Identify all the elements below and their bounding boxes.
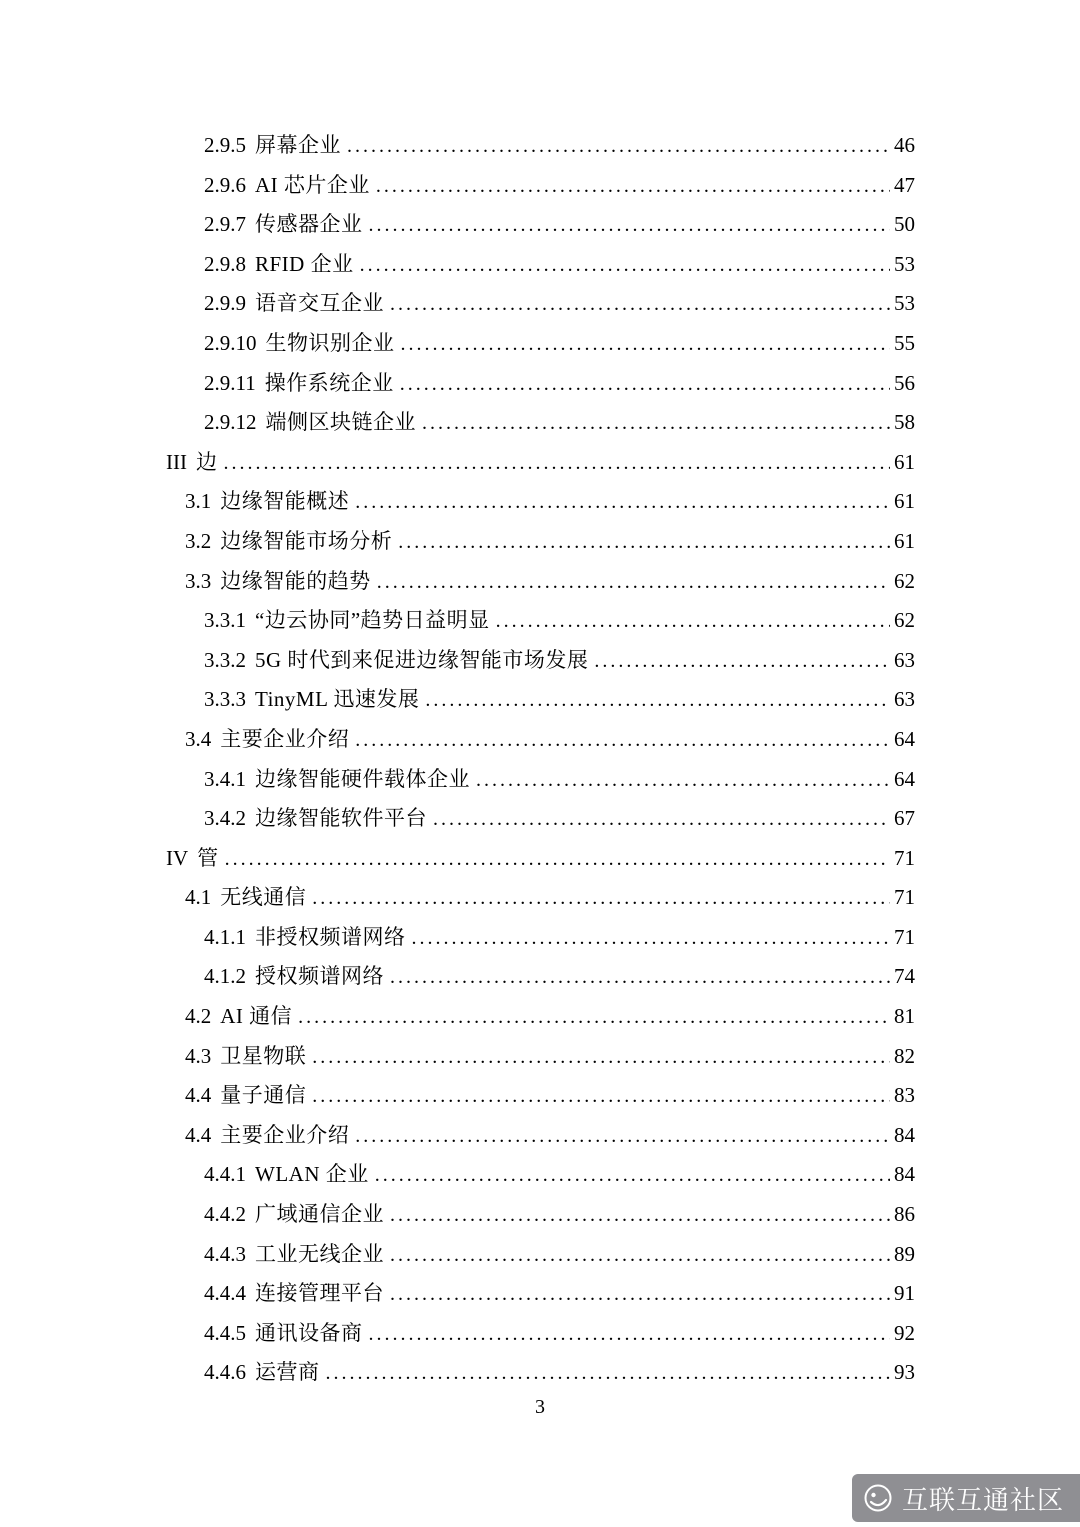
toc-entry-title: 管 xyxy=(197,845,219,870)
toc-entry-title: 授权频谱网络 xyxy=(255,964,384,989)
toc-entry-title: 卫星物联 xyxy=(220,1043,307,1068)
toc-entry-title: 通讯设备商 xyxy=(255,1320,363,1345)
watermark-badge xyxy=(852,1474,1080,1522)
dot-leader xyxy=(360,245,890,286)
toc-entry-title: 操作系统企业 xyxy=(264,370,394,395)
toc-entry-page: 81 xyxy=(894,1004,915,1029)
dot-leader xyxy=(400,364,890,405)
toc-entry-page: 53 xyxy=(894,291,915,316)
toc-entry-title: 无线通信 xyxy=(220,885,307,910)
dot-leader xyxy=(422,403,890,444)
dot-leader xyxy=(376,166,890,207)
toc-entry-number: 4.4.5 xyxy=(204,1320,246,1345)
toc-entry-page: 61 xyxy=(894,489,915,514)
toc-entry-page: 84 xyxy=(894,1162,915,1187)
toc-entry-page: 64 xyxy=(894,766,915,791)
toc-entry-title: 语音交互企业 xyxy=(255,291,384,316)
toc-entry xyxy=(166,482,915,522)
toc-entry-title: 边缘智能市场分析 xyxy=(220,528,393,553)
community-logo-icon xyxy=(862,1482,894,1514)
toc-entry-number: 3.4 xyxy=(185,726,212,751)
toc-entry-number: III xyxy=(166,449,187,474)
toc-entry-title: 传感器企业 xyxy=(255,212,363,237)
toc-entry-number: 3.4.2 xyxy=(204,806,246,831)
toc-entry xyxy=(166,1274,915,1314)
toc-entry-title: 边缘智能软件平台 xyxy=(255,806,427,831)
toc-entry-page: 46 xyxy=(894,133,915,157)
toc-entry-page: 92 xyxy=(894,1320,915,1345)
dot-leader xyxy=(326,1353,891,1394)
toc-entry-title: 主要企业介绍 xyxy=(220,726,350,751)
toc-entry-number: 2.9.5 xyxy=(204,133,246,157)
toc-entry-number: 2.9.7 xyxy=(204,212,246,237)
toc-entry xyxy=(166,1037,915,1077)
toc-entry xyxy=(166,1076,915,1116)
toc-entry-page: 82 xyxy=(894,1043,915,1068)
toc-entry-number: 3.2 xyxy=(185,528,212,553)
toc-entry-title: AI 通信 xyxy=(220,1004,293,1029)
toc-entry xyxy=(166,878,915,918)
toc-entry xyxy=(166,1314,915,1354)
dot-leader xyxy=(369,1314,891,1355)
toc-entry-number: 4.4.2 xyxy=(204,1202,246,1227)
dot-leader xyxy=(312,1037,890,1078)
table-of-contents xyxy=(166,126,915,1393)
toc-entry-page: 74 xyxy=(894,964,915,989)
toc-entry-page: 93 xyxy=(894,1360,915,1385)
toc-entry xyxy=(166,245,915,285)
toc-entry-number: 3.3.3 xyxy=(204,687,246,712)
toc-entry-title: 边缘智能硬件载体企业 xyxy=(255,766,470,791)
toc-entry-title: 连接管理平台 xyxy=(255,1281,384,1306)
toc-entry-title: 边 xyxy=(195,449,218,474)
dot-leader xyxy=(355,720,890,761)
dot-leader xyxy=(312,1076,890,1117)
dot-leader xyxy=(398,522,890,563)
toc-entry-title: 主要企业介绍 xyxy=(220,1122,350,1147)
toc-entry xyxy=(166,364,915,404)
toc-entry-number: IV xyxy=(166,845,189,870)
toc-entry-number: 4.2 xyxy=(185,1004,212,1029)
toc-entry-number: 2.9.10 xyxy=(204,330,257,355)
toc-entry-page: 55 xyxy=(894,330,915,355)
toc-entry-number: 4.1.2 xyxy=(204,964,246,989)
toc-entry-page: 56 xyxy=(894,370,915,395)
toc-entry-number: 4.4.6 xyxy=(204,1360,246,1385)
toc-entry xyxy=(166,166,915,206)
dot-leader xyxy=(355,482,890,523)
dot-leader xyxy=(347,126,890,167)
toc-entry-page: 53 xyxy=(894,251,915,276)
dot-leader xyxy=(401,324,891,365)
toc-entry-number: 2.9.8 xyxy=(204,251,246,276)
toc-entry xyxy=(166,957,915,997)
toc-entry-page: 71 xyxy=(894,924,915,949)
toc-entry-number: 3.3.2 xyxy=(204,647,246,672)
toc-entry-number: 3.4.1 xyxy=(204,766,246,791)
toc-entry-number: 3.3.1 xyxy=(204,608,246,633)
toc-entry-number: 2.9.6 xyxy=(204,172,246,197)
dot-leader xyxy=(390,284,890,325)
toc-entry-number: 2.9.12 xyxy=(204,410,257,435)
toc-entry-page: 61 xyxy=(894,449,915,474)
dot-leader xyxy=(390,1235,890,1276)
toc-entry xyxy=(166,1116,915,1156)
toc-entry xyxy=(166,1195,915,1235)
toc-entry-page: 84 xyxy=(894,1122,915,1147)
toc-entry-title: 生物识别企业 xyxy=(265,330,395,355)
toc-entry-number: 4.3 xyxy=(185,1043,212,1068)
dot-leader xyxy=(298,997,890,1038)
toc-entry-number: 4.4 xyxy=(185,1122,212,1147)
toc-entry xyxy=(166,205,915,245)
toc-entry xyxy=(166,403,915,443)
toc-entry-number: 4.1.1 xyxy=(204,924,246,949)
dot-leader xyxy=(425,680,890,721)
toc-entry-page: 63 xyxy=(894,647,915,672)
toc-entry-number: 4.4.3 xyxy=(204,1241,246,1266)
toc-entry-page: 47 xyxy=(894,172,915,197)
toc-entry-page: 61 xyxy=(894,528,915,553)
toc-entry xyxy=(166,1235,915,1275)
toc-entry-number: 3.1 xyxy=(185,489,212,514)
toc-entry-title: “边云协同”趋势日益明显 xyxy=(255,608,490,633)
dot-leader xyxy=(369,205,891,246)
dot-leader xyxy=(225,839,890,880)
toc-entry-page: 71 xyxy=(894,845,915,870)
toc-entry-number: 4.4.1 xyxy=(204,1162,246,1187)
toc-entry xyxy=(166,760,915,800)
dot-leader xyxy=(390,1195,890,1236)
toc-entry-title: RFID 企业 xyxy=(255,251,354,276)
toc-entry-title: WLAN 企业 xyxy=(255,1162,369,1187)
watermark-text: 互联互通社区 xyxy=(901,1484,1064,1515)
dot-leader xyxy=(390,957,890,998)
toc-entry xyxy=(166,562,915,602)
toc-entry-page: 62 xyxy=(894,568,915,593)
page-number: 3 xyxy=(535,1396,545,1418)
dot-leader xyxy=(594,641,890,682)
toc-entry-page: 91 xyxy=(894,1281,915,1306)
toc-entry-title: TinyML 迅速发展 xyxy=(255,687,420,712)
dot-leader xyxy=(375,1155,890,1196)
toc-entry-title: 5G 时代到来促进边缘智能市场发展 xyxy=(255,647,589,672)
toc-entry-page: 50 xyxy=(894,212,915,237)
toc-entry-page: 58 xyxy=(894,410,915,435)
toc-entry xyxy=(166,720,915,760)
toc-entry xyxy=(166,918,915,958)
toc-entry xyxy=(166,601,915,641)
toc-entry-title: 边缘智能概述 xyxy=(220,489,350,514)
toc-entry xyxy=(166,443,915,483)
toc-entry xyxy=(166,1353,915,1393)
toc-entry xyxy=(166,997,915,1037)
toc-entry-number: 2.9.11 xyxy=(204,370,256,395)
dot-leader xyxy=(390,1274,890,1315)
toc-entry-page: 83 xyxy=(894,1083,915,1108)
toc-entry xyxy=(166,324,915,364)
dot-leader xyxy=(476,760,890,801)
toc-entry-number: 4.4 xyxy=(185,1083,212,1108)
dot-leader xyxy=(377,562,890,603)
toc-entry-title: 量子通信 xyxy=(220,1083,307,1108)
toc-entry-title: 运营商 xyxy=(255,1360,320,1385)
toc-entry-title: 屏幕企业 xyxy=(255,133,341,157)
toc-entry xyxy=(166,680,915,720)
dot-leader xyxy=(312,878,890,919)
dot-leader xyxy=(496,601,890,642)
toc-entry-title: AI 芯片企业 xyxy=(255,172,370,197)
dot-leader xyxy=(412,918,891,959)
toc-entry-number: 3.3 xyxy=(185,568,212,593)
toc-entry-title: 工业无线企业 xyxy=(255,1241,384,1266)
toc-entry-page: 67 xyxy=(894,806,915,831)
toc-entry-number: 4.4.4 xyxy=(204,1281,246,1306)
toc-entry xyxy=(166,522,915,562)
toc-entry-page: 63 xyxy=(894,687,915,712)
toc-entry xyxy=(166,1155,915,1195)
toc-entry-title: 端侧区块链企业 xyxy=(265,410,416,435)
toc-entry xyxy=(166,641,915,681)
toc-entry xyxy=(166,284,915,324)
dot-leader xyxy=(223,443,890,484)
toc-entry xyxy=(166,799,915,839)
toc-entry xyxy=(166,126,915,166)
toc-entry-title: 非授权频谱网络 xyxy=(255,924,406,949)
toc-entry-page: 86 xyxy=(894,1202,915,1227)
toc-entry-page: 62 xyxy=(894,608,915,633)
dot-leader xyxy=(355,1116,890,1157)
toc-entry-page: 64 xyxy=(894,726,915,751)
toc-entry-page: 71 xyxy=(894,885,915,910)
toc-entry xyxy=(166,839,915,879)
toc-entry-page: 89 xyxy=(894,1241,915,1266)
toc-entry-title: 边缘智能的趋势 xyxy=(220,568,371,593)
toc-entry-number: 4.1 xyxy=(185,885,212,910)
toc-entry-title: 广域通信企业 xyxy=(255,1202,384,1227)
toc-entry-number: 2.9.9 xyxy=(204,291,246,316)
dot-leader xyxy=(433,799,890,840)
